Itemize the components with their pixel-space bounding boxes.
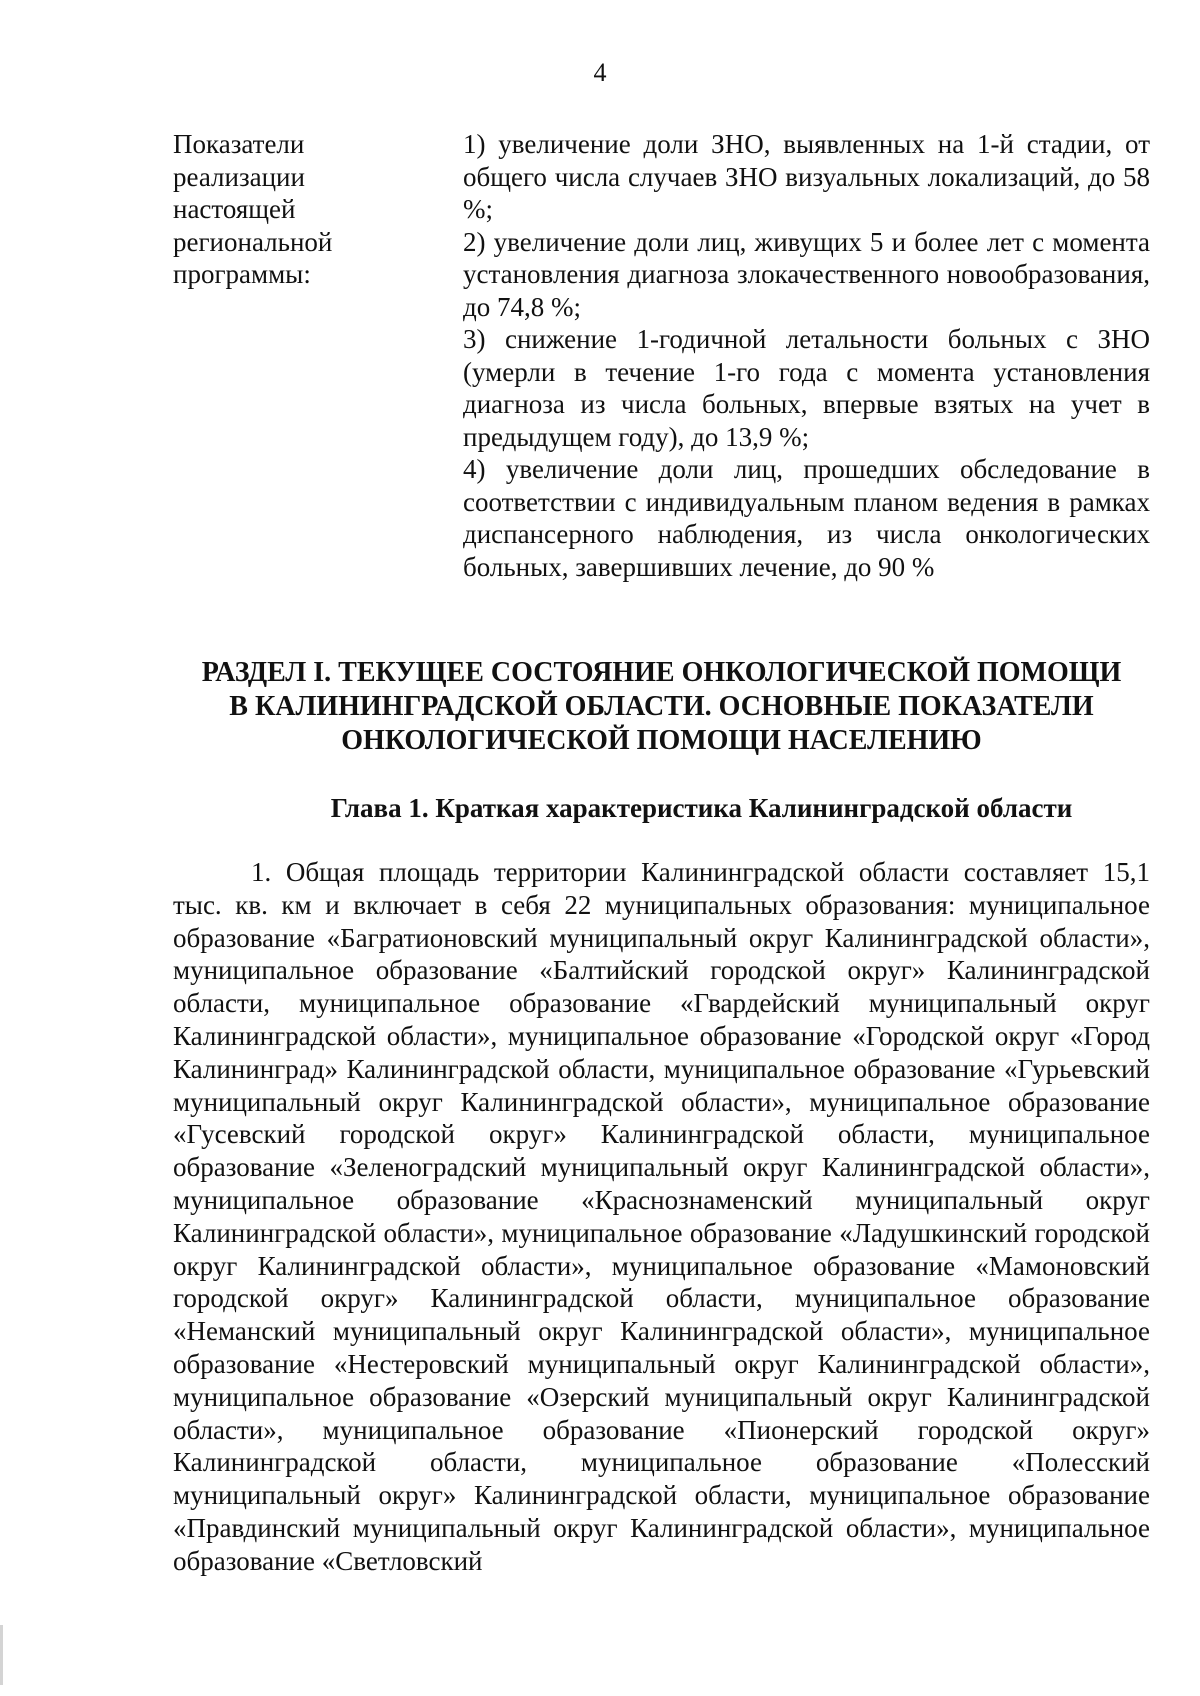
section-title-line: ОНКОЛОГИЧЕСКОЙ ПОМОЩИ НАСЕЛЕНИЮ <box>341 725 982 756</box>
indicators-label-line: Показатели <box>173 129 305 159</box>
indicators-label-line: настоящей <box>173 194 296 224</box>
indicator-item: 1) увеличение доли ЗНО, выявленных на 1-й стадии, от общего числа случаев ЗНО визуальных локализаций, до 58 %; <box>463 129 1150 224</box>
section-title <box>173 656 1150 758</box>
indicator-item: 3) снижение 1-годичной летальности больных с ЗНО (умерли в течение 1-го года с момента установления диагноза из числа больных, впервые взятых на учет в предыдущем году), до 13,9 %; <box>463 324 1150 452</box>
indicators-label-line: программы: <box>173 259 311 289</box>
body-text <box>173 856 1150 1578</box>
program-indicators <box>173 128 1150 583</box>
indicators-label-line: реализации <box>173 161 305 192</box>
chapter-title: Глава 1. Краткая характеристика Калининградской области <box>330 793 1073 823</box>
page-number: 4 <box>593 58 607 87</box>
indicators-label-line: региональной <box>173 226 333 257</box>
indicator-item: 2) увеличение доли лиц, живущих 5 и более лет с момента установления диагноза злокачественного новообразования, до 74,8 %; <box>463 226 1150 322</box>
indicators-list <box>463 128 1150 583</box>
scan-edge-mark <box>0 1625 3 1685</box>
indicators-label <box>173 128 463 583</box>
indicator-item: 4) увеличение доли лиц, прошедших обследование в соответствии с индивидуальным планом ведения в рамках диспансерного наблюдения, из числа онкологических больных, завершивших лечение, до 90 % <box>463 454 1150 582</box>
section-title-line: РАЗДЕЛ I. ТЕКУЩЕЕ СОСТОЯНИЕ ОНКОЛОГИЧЕСКОЙ ПОМОЩИ <box>201 657 1122 688</box>
section-title-line: В КАЛИНИНГРАДСКОЙ ОБЛАСТИ. ОСНОВНЫЕ ПОКАЗАТЕЛИ <box>229 691 1094 722</box>
paragraph: 1. Общая площадь территории Калининградской области составляет 15,1 тыс. кв. км и включает в себя 22 муниципальных образования: муниципальное образование «Багратионовский муниципальный округ Калининградской области», муниципальное образование «Балтийский городской округ» Калининградской области, муниципальное образование «Гвардейский муниципальный округ Калининградской области», муниципальное образование «Городской округ «Город Калининград» Калининградской области, муниципальное образование «Гурьевский муниципальный округ Калининградской области», муниципальное образование «Гусевский городской округ» Калининградской области, муниципальное образование «Зеленоградский муниципальный округ Калининградской области», муниципальное образование «Краснознаменский муниципальный округ Калининградской области», муниципальное образование «Ладушкинский городской округ Калининградской области», муниципальное образование «Мамоновский городской округ» Калининградской области, муниципальное образование «Неманский муниципальный округ Калининградской области», муниципальное образование «Нестеровский муниципальный округ Калининградской области», муниципальное образование «Озерский муниципальный округ Калининградской области», муниципальное образование «Пионерский городской округ» Калининградской области, муниципальное образование «Полесский муниципальный округ» Калининградской области, муниципальное образование «Правдинский муниципальный округ Калининградской области», муниципальное образование «Светловский <box>173 857 1150 1576</box>
